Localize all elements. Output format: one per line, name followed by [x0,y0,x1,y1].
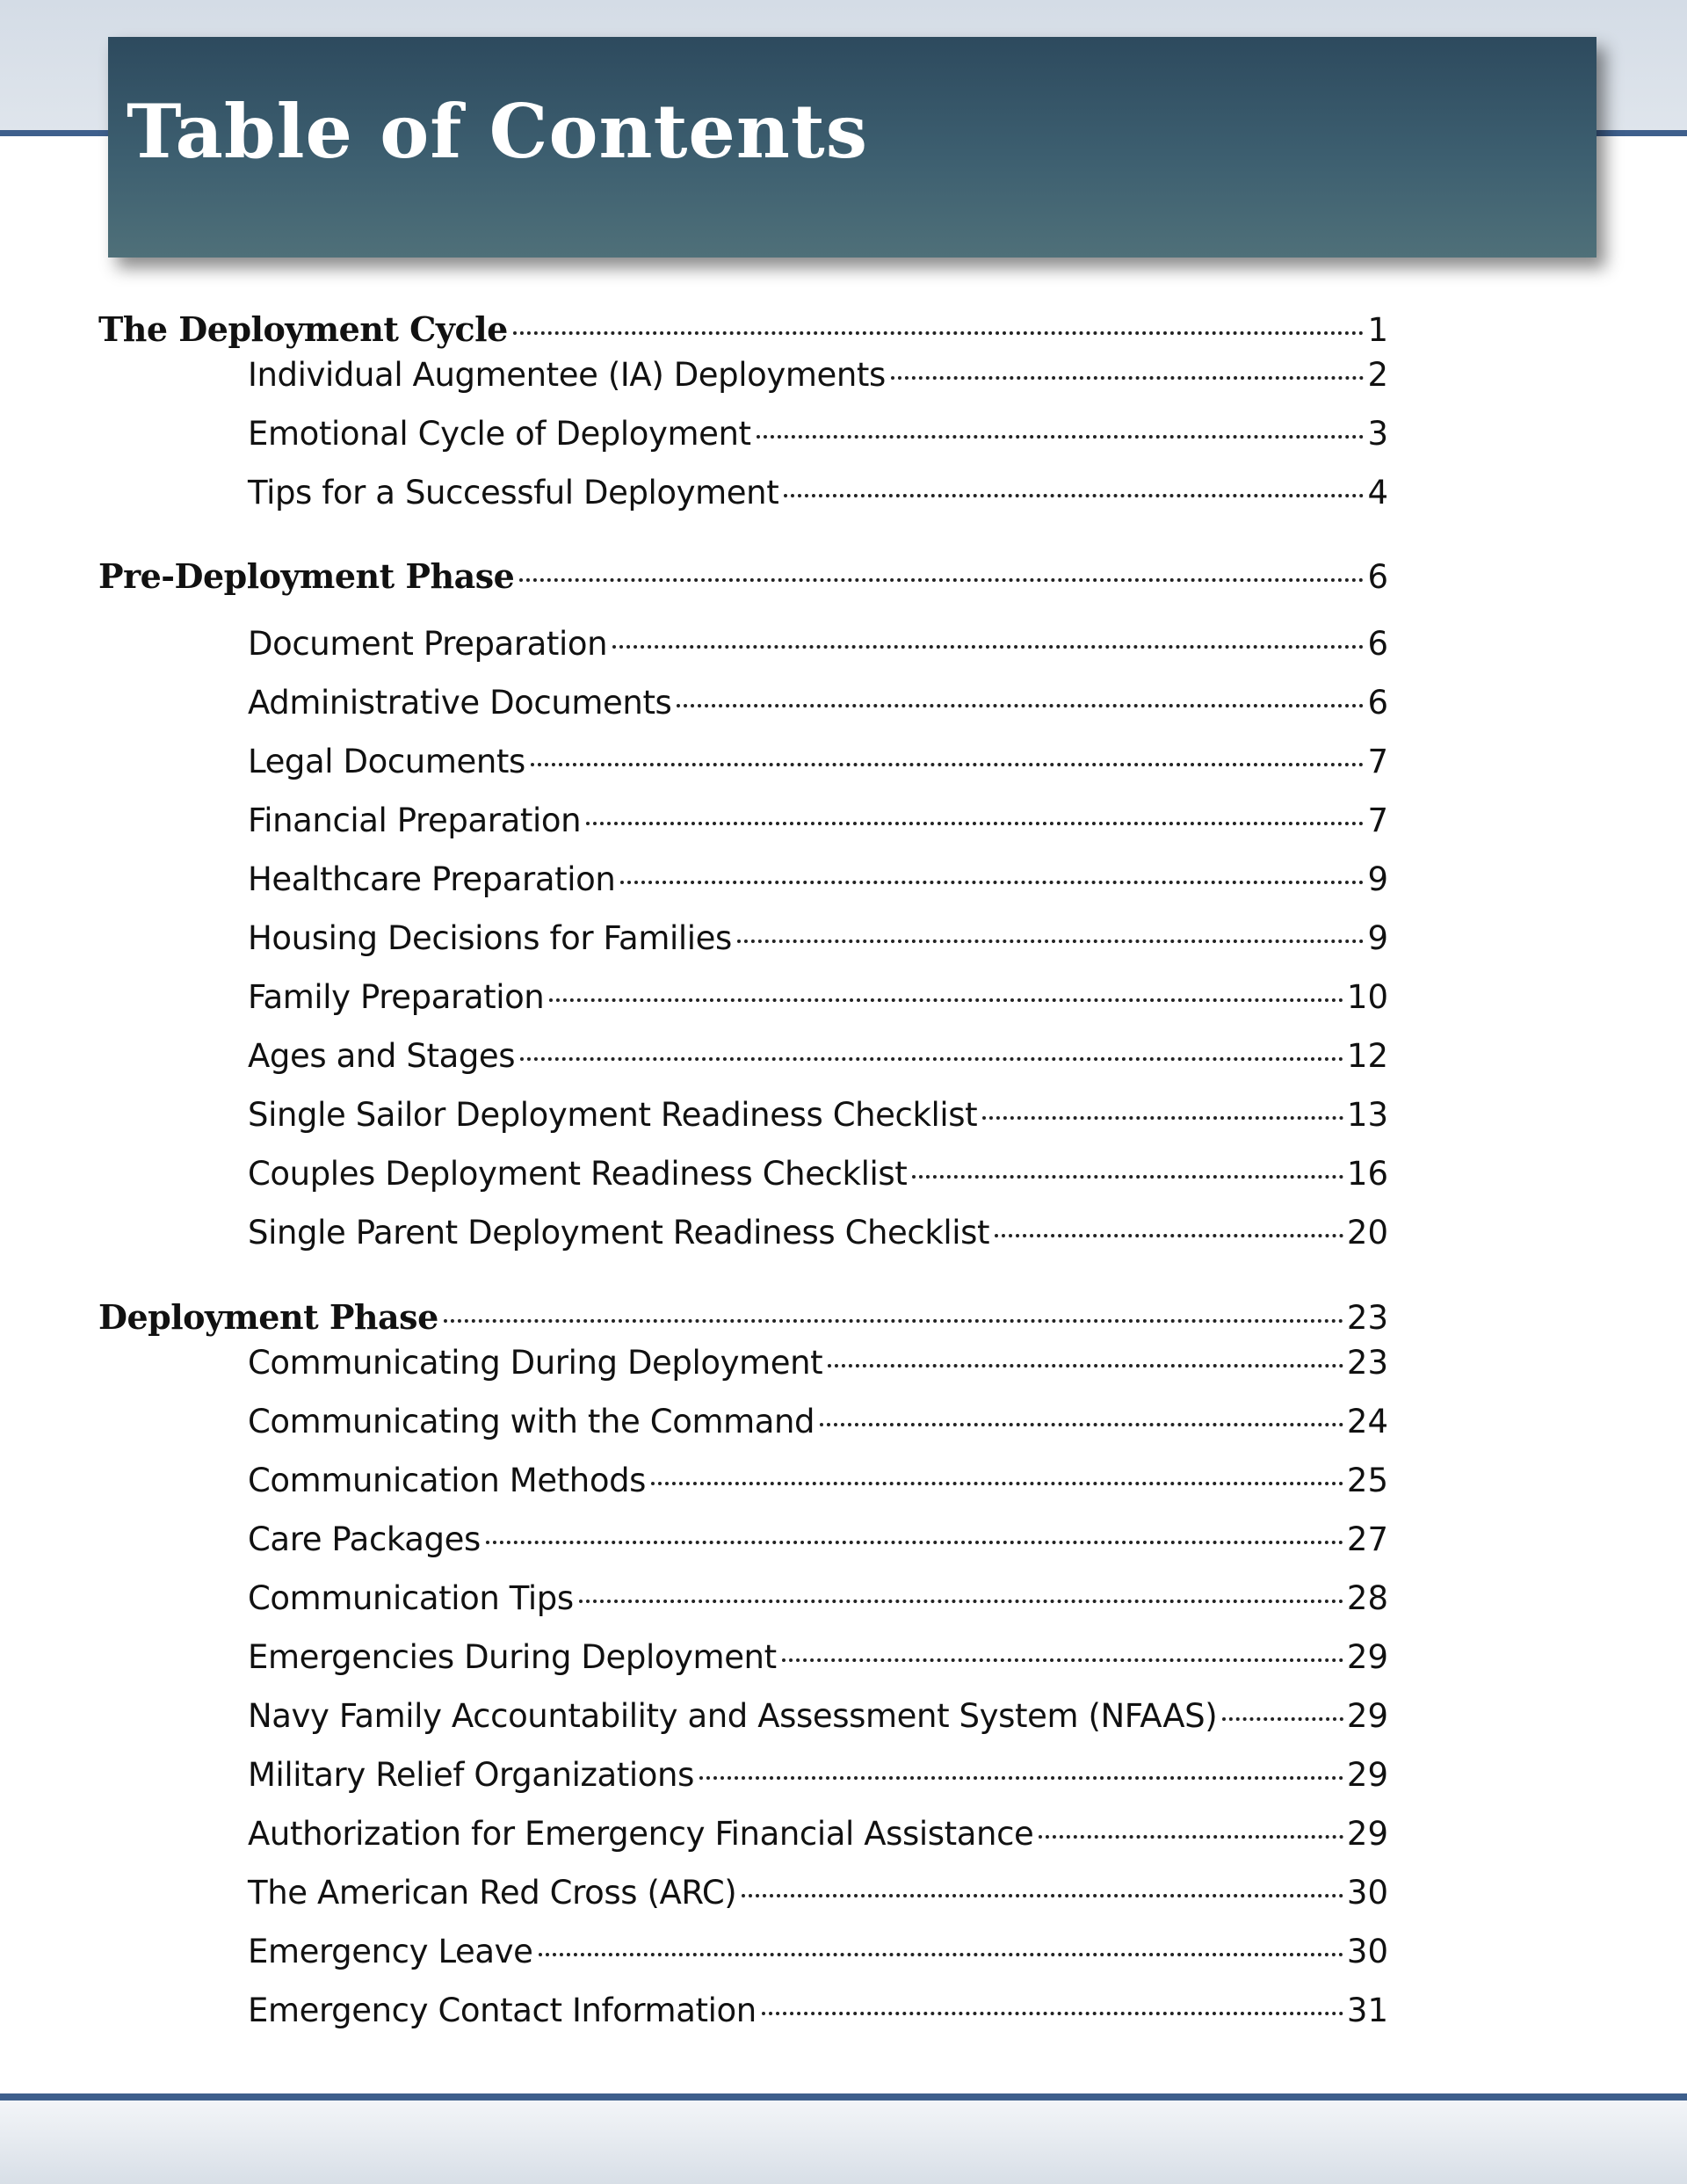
toc-section-title: Deployment Phase [98,1297,438,1337]
toc-entry[interactable] [248,1403,1388,1440]
toc-entry[interactable] [248,684,1388,722]
toc-page-number: 13 [1346,1096,1388,1134]
dot-leader [549,998,1343,1002]
dot-leader [612,645,1364,649]
toc-entry-title: Financial Preparation [248,802,582,839]
toc-entry-title: Care Packages [248,1520,481,1558]
toc-entry-title: Emergency Contact Information [248,1992,757,2029]
toc-page-number: 29 [1346,1756,1388,1794]
toc-page-number: 16 [1346,1155,1388,1193]
toc-entry[interactable] [248,1096,1388,1134]
toc-entry[interactable] [248,1756,1388,1794]
toc-entry[interactable] [248,1579,1388,1617]
toc-section-title: Pre-Deployment Phase [98,556,515,596]
toc-entry-title: Navy Family Accountability and Assessment System (NFAAS) [248,1697,1218,1735]
toc-entry-title: The American Red Cross (ARC) [248,1874,737,1912]
toc-entry-title: Emotional Cycle of Deployment [248,415,751,453]
toc-section-pre-deployment-phase[interactable] [98,556,1388,596]
toc-entry-title: Administrative Documents [248,684,672,722]
toc-entry-title: Individual Augmentee (IA) Deployments [248,356,886,394]
toc-entry[interactable] [248,1874,1388,1912]
dot-leader [539,1953,1343,1956]
toc-page-number: 6 [1367,625,1388,663]
dot-leader [912,1175,1343,1179]
dot-leader [519,578,1364,582]
toc-section-title: The Deployment Cycle [98,309,508,349]
toc-page-number: 6 [1367,684,1388,722]
toc-entry[interactable] [248,625,1388,663]
toc-page-number: 2 [1367,356,1388,394]
toc-page-number: 24 [1346,1403,1388,1440]
toc-page-number: 30 [1346,1874,1388,1912]
toc-page-number: 28 [1346,1579,1388,1617]
toc-entry-title: Communicating with the Command [248,1403,815,1440]
toc-page-number: 9 [1367,860,1388,898]
toc-entry-title: Ages and Stages [248,1037,516,1075]
toc-section-deployment-phase[interactable] [98,1297,1388,1337]
toc-page-number: 23 [1346,1344,1388,1382]
dot-leader [677,704,1364,707]
toc-entry-title: Housing Decisions for Families [248,919,732,957]
dot-leader [784,494,1364,497]
toc-entry[interactable] [248,1815,1388,1853]
toc-page-number: 29 [1346,1638,1388,1676]
dot-leader [531,763,1365,766]
toc-page-number: 7 [1367,743,1388,780]
dot-leader [820,1423,1343,1426]
dot-leader [586,822,1364,825]
toc-page-number: 12 [1346,1037,1388,1075]
toc-entry[interactable] [248,356,1388,394]
toc-entry[interactable] [248,1214,1388,1252]
toc-entry[interactable] [248,1933,1388,1970]
toc-page-number: 4 [1367,474,1388,512]
dot-leader [1222,1717,1343,1721]
toc-entry-title: Family Preparation [248,978,545,1016]
toc-page-number: 1 [1367,311,1388,349]
toc-entry[interactable] [248,802,1388,839]
toc-entry-title: Tips for a Successful Deployment [248,474,779,512]
dot-leader [737,940,1365,943]
dot-leader [486,1541,1343,1544]
dot-leader [513,331,1365,335]
toc-entry[interactable] [248,743,1388,780]
toc-entry-title: Single Parent Deployment Readiness Checklist [248,1214,990,1252]
toc-page-number: 31 [1346,1992,1388,2029]
toc-page-number: 10 [1346,978,1388,1016]
toc-entry-title: Emergency Leave [248,1933,533,1970]
toc-entry[interactable] [248,978,1388,1016]
page-title: Table of Contents [127,88,868,175]
toc-page-number: 27 [1346,1520,1388,1558]
toc-page-number: 6 [1367,558,1388,596]
toc-entry-title: Communication Methods [248,1462,647,1499]
dot-leader [995,1234,1343,1237]
dot-leader [757,435,1365,439]
dot-leader [891,376,1365,380]
toc-page-number: 29 [1346,1697,1388,1735]
toc-entry[interactable] [248,1344,1388,1382]
toc-entry-title: Legal Documents [248,743,525,780]
toc-entry-title: Military Relief Organizations [248,1756,694,1794]
dot-leader [782,1658,1343,1662]
toc-entry[interactable] [248,1037,1388,1075]
toc-entry-title: Authorization for Emergency Financial Assistance [248,1815,1034,1853]
toc-entry-title: Communicating During Deployment [248,1344,823,1382]
toc-entry[interactable] [248,1155,1388,1193]
toc-entry[interactable] [248,1697,1388,1735]
toc-page-number: 23 [1346,1299,1388,1337]
toc-entry[interactable] [248,1992,1388,2029]
dot-leader [699,1776,1343,1780]
dot-leader [579,1600,1343,1603]
toc-entry-title: Couples Deployment Readiness Checklist [248,1155,908,1193]
toc-page-number: 3 [1367,415,1388,453]
dot-leader [444,1319,1343,1323]
bottom-background-band [0,2101,1687,2184]
toc-entry-title: Single Sailor Deployment Readiness Checklist [248,1096,978,1134]
toc-entry-title: Emergencies During Deployment [248,1638,777,1676]
toc-entry[interactable] [248,415,1388,453]
toc-entry[interactable] [248,919,1388,957]
toc-entry[interactable] [248,1462,1388,1499]
toc-page-number: 25 [1346,1462,1388,1499]
dot-leader [742,1894,1343,1897]
dot-leader [520,1057,1343,1061]
dot-leader [762,2012,1343,2015]
toc-entry-title: Healthcare Preparation [248,860,616,898]
dot-leader [982,1116,1343,1120]
toc-page-number: 30 [1346,1933,1388,1970]
toc-page-number: 7 [1367,802,1388,839]
dot-leader [1039,1835,1343,1839]
dot-leader [651,1482,1343,1485]
toc-entry[interactable] [248,1520,1388,1558]
toc-entry[interactable] [248,474,1388,512]
toc-entry[interactable] [248,860,1388,898]
toc-entry-title: Document Preparation [248,625,608,663]
toc-entry[interactable] [248,1638,1388,1676]
toc-section-the-deployment-cycle[interactable] [98,309,1388,349]
toc-page-number: 29 [1346,1815,1388,1853]
dot-leader [828,1364,1343,1368]
toc-page-number: 20 [1346,1214,1388,1252]
dot-leader [620,881,1364,884]
toc-page-number: 9 [1367,919,1388,957]
bottom-divider-rule [0,2093,1687,2101]
toc-entry-title: Communication Tips [248,1579,574,1617]
